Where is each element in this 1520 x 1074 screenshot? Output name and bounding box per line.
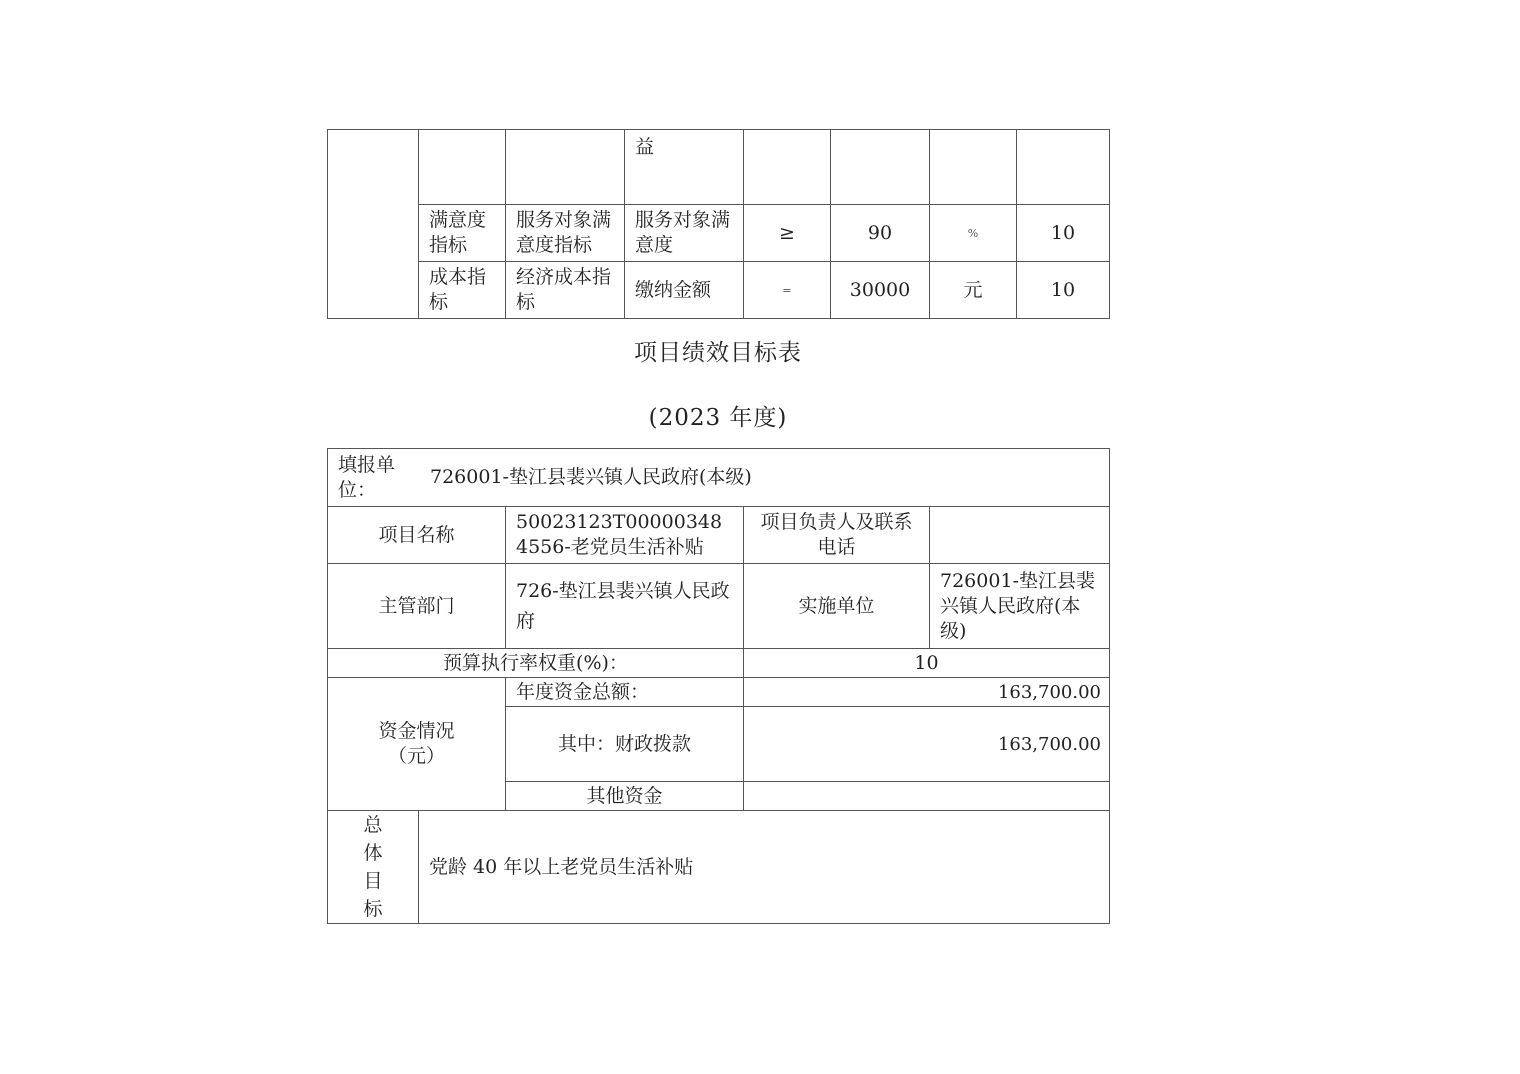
impl-value: 726001-垫江县裴兴镇人民政府(本级) xyxy=(930,564,1110,649)
level1-indicator: 成本指标 xyxy=(419,262,506,319)
fiscal-value: 163,700.00 xyxy=(744,707,1110,782)
table-row xyxy=(328,564,1110,649)
overall-goal-label xyxy=(328,811,419,924)
table-row xyxy=(328,205,1110,262)
budget-weight-label: 预算执行率权重(%)： xyxy=(328,649,744,678)
table-row xyxy=(328,130,1110,205)
goal-label-char: 目 xyxy=(363,870,383,892)
dept-label: 主管部门 xyxy=(328,564,506,649)
weight-cell: 10 xyxy=(1017,262,1110,319)
project-name-label: 项目名称 xyxy=(328,507,506,564)
blank-cell xyxy=(419,130,506,205)
blank-cell xyxy=(930,130,1017,205)
goal-label-char: 体 xyxy=(363,842,383,864)
unit-cell: % xyxy=(930,205,1017,262)
table-row xyxy=(328,262,1110,319)
impl-label: 实施单位 xyxy=(744,564,930,649)
blank-cell xyxy=(744,130,831,205)
performance-target-table xyxy=(327,448,1110,924)
other-funds-label: 其他资金 xyxy=(506,782,744,811)
funds-label: 资金情况（元） xyxy=(328,678,506,811)
page-subtitle: (2023 年度) xyxy=(648,405,788,431)
contact-value xyxy=(930,507,1110,564)
table-row xyxy=(328,649,1110,678)
other-funds-value xyxy=(744,782,1110,811)
blank-cell xyxy=(328,130,419,319)
contact-label: 项目负责人及联系电话 xyxy=(744,507,930,564)
indicator-continued-cell: 益 xyxy=(625,130,744,205)
level3-indicator: 服务对象满意度 xyxy=(625,205,744,262)
blank-cell xyxy=(831,130,930,205)
level2-indicator: 服务对象满意度指标 xyxy=(506,205,625,262)
operator-cell: = xyxy=(744,262,831,319)
table-row xyxy=(328,507,1110,564)
upper-indicator-table xyxy=(327,129,1110,319)
dept-value: 726-垫江县裴兴镇人民政府 xyxy=(506,564,744,649)
unit-row xyxy=(328,449,1110,507)
weight-cell: 10 xyxy=(1017,205,1110,262)
unit-cell: 元 xyxy=(930,262,1017,319)
value-cell: 30000 xyxy=(831,262,930,319)
goal-label-char: 总 xyxy=(363,814,383,836)
unit-label: 填报单位： xyxy=(338,453,396,501)
goal-label-char: 标 xyxy=(363,898,383,920)
level3-indicator: 缴纳金额 xyxy=(625,262,744,319)
project-name-value: 50023123T000003484556-老党员生活补贴 xyxy=(506,507,744,564)
table-row xyxy=(328,811,1110,924)
operator-cell: ≥ xyxy=(744,205,831,262)
budget-weight-value: 10 xyxy=(744,649,1110,678)
blank-cell xyxy=(506,130,625,205)
table-row xyxy=(328,678,1110,707)
fiscal-label: 其中：财政拨款 xyxy=(506,707,744,782)
annual-total-value: 163,700.00 xyxy=(744,678,1110,707)
value-cell: 90 xyxy=(831,205,930,262)
level1-indicator: 满意度指标 xyxy=(419,205,506,262)
blank-cell xyxy=(1017,130,1110,205)
annual-total-label: 年度资金总额： xyxy=(506,678,744,707)
page-title: 项目绩效目标表 xyxy=(634,340,802,366)
unit-value: 726001-垫江县裴兴镇人民政府(本级) xyxy=(430,466,752,488)
level2-indicator: 经济成本指标 xyxy=(506,262,625,319)
overall-goal-value: 党龄 40 年以上老党员生活补贴 xyxy=(419,811,1110,924)
table-row xyxy=(328,449,1110,507)
